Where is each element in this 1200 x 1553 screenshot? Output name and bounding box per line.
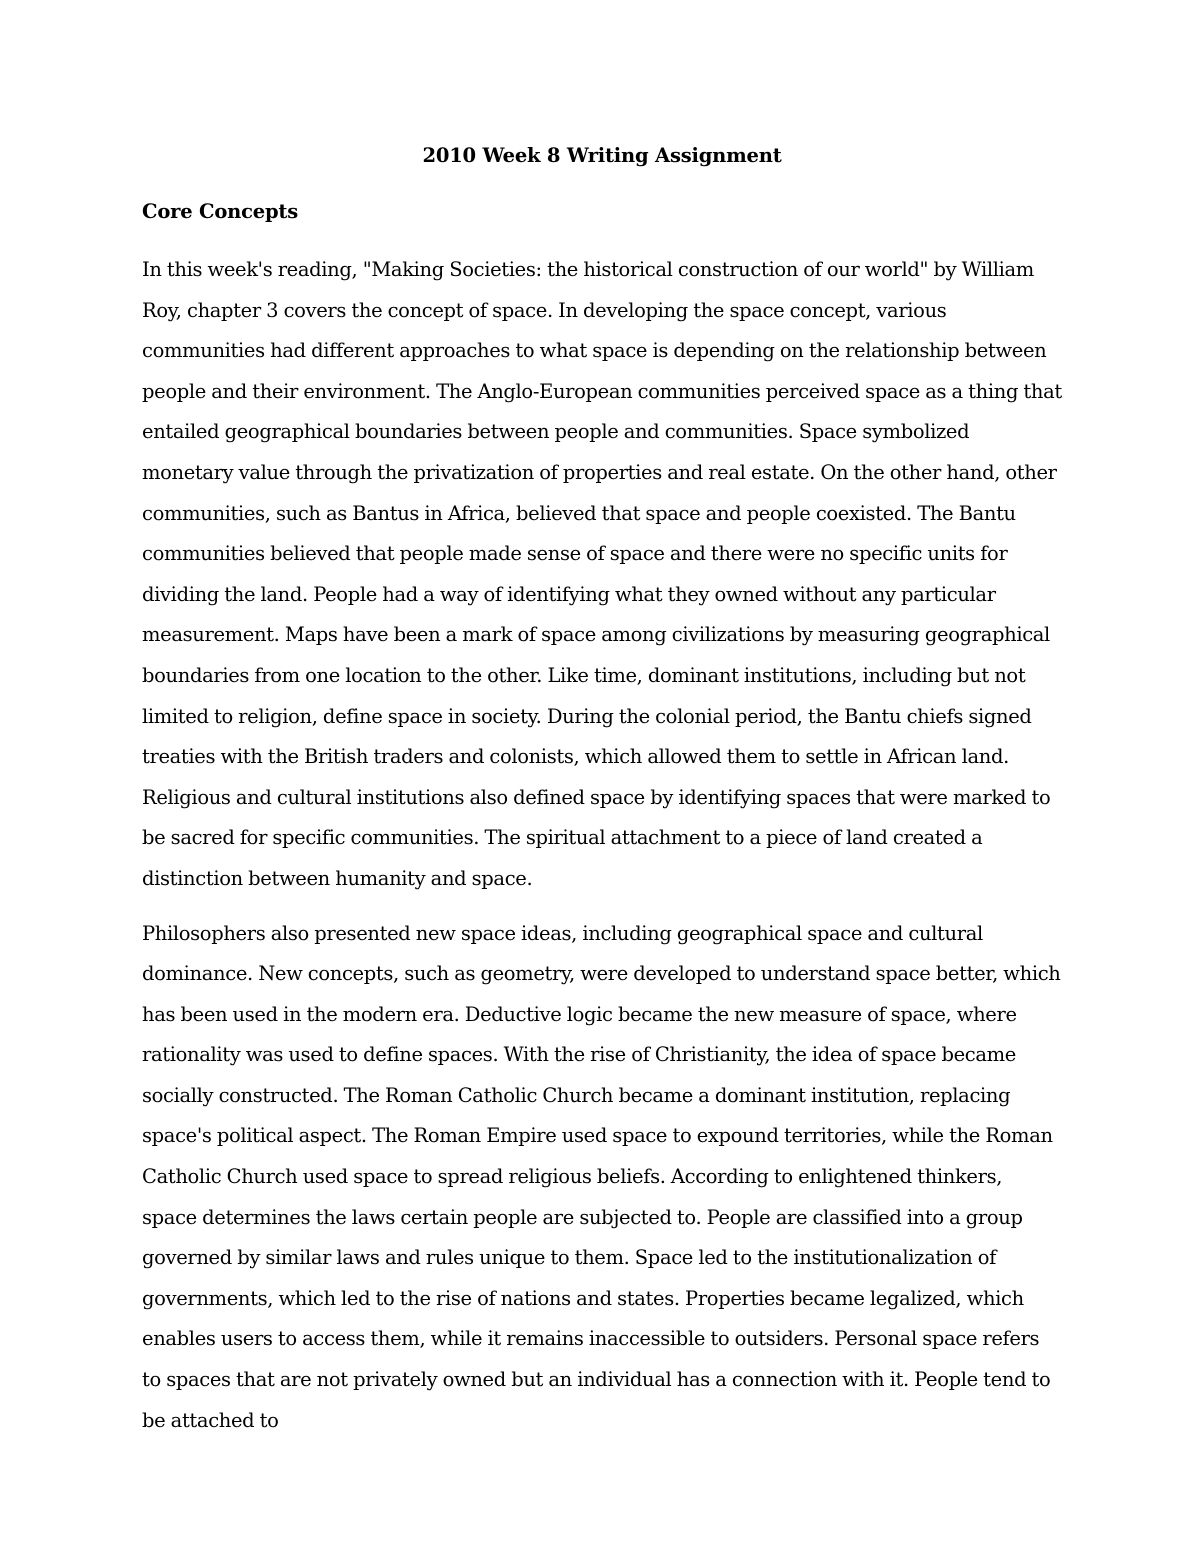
document-title: 2010 Week 8 Writing Assignment (422, 144, 782, 167)
section-heading: Core Concepts (142, 200, 298, 223)
document-body (142, 140, 1062, 1455)
paragraph: Philosophers also presented new space ideas, including geographical space and cultural dominance. New concepts, such as geometry, were developed to understand space better, which has been used in the modern era. Deductive logic became the new measure of space, where rationality was used to define spaces. With the rise of Christianity, the idea of space became socially constructed. The Roman Catholic Church became a dominant institution, replacing space's political aspect. The Roman Empire used space to expound territories, while the Roman Catholic Church used space to spread religious beliefs. According to enlightened thinkers, space determines the laws certain people are subjected to. People are classified into a group governed by similar laws and rules unique to them. Space led to the institutionalization of governments, which led to the rise of nations and states. Properties became legalized, which enables users to access them, while it remains inaccessible to outsiders. Personal space refers to spaces that are not privately owned but an individual has a connection with it. People tend to be attached to (142, 921, 1061, 1432)
paragraph: In this week's reading, "Making Societies: the historical construction of our world" by William Roy, chapter 3 covers the concept of space. In developing the space concept, various communities had different approaches to what space is depending on the relationship between people and their environment. The Anglo-European communities perceived space as a thing that entailed geographical boundaries between people and communities. Space symbolized monetary value through the privatization of properties and real estate. On the other hand, other communities, such as Bantus in Africa, believed that space and people coexisted. The Bantu communities believed that people made sense of space and there were no specific units for dividing the land. People had a way of identifying what they owned without any particular measurement. Maps have been a mark of space among civilizations by measuring geographical boundaries from one location to the other. Like time, dominant institutions, including but not limited to religion, define space in society. During the colonial period, the Bantu chiefs signed treaties with the British traders and colonists, which allowed them to settle in African land. Religious and cultural institutions also defined space by identifying spaces that were marked to be sacred for specific communities. The spiritual attachment to a piece of land created a distinction between humanity and space. (142, 258, 1062, 890)
